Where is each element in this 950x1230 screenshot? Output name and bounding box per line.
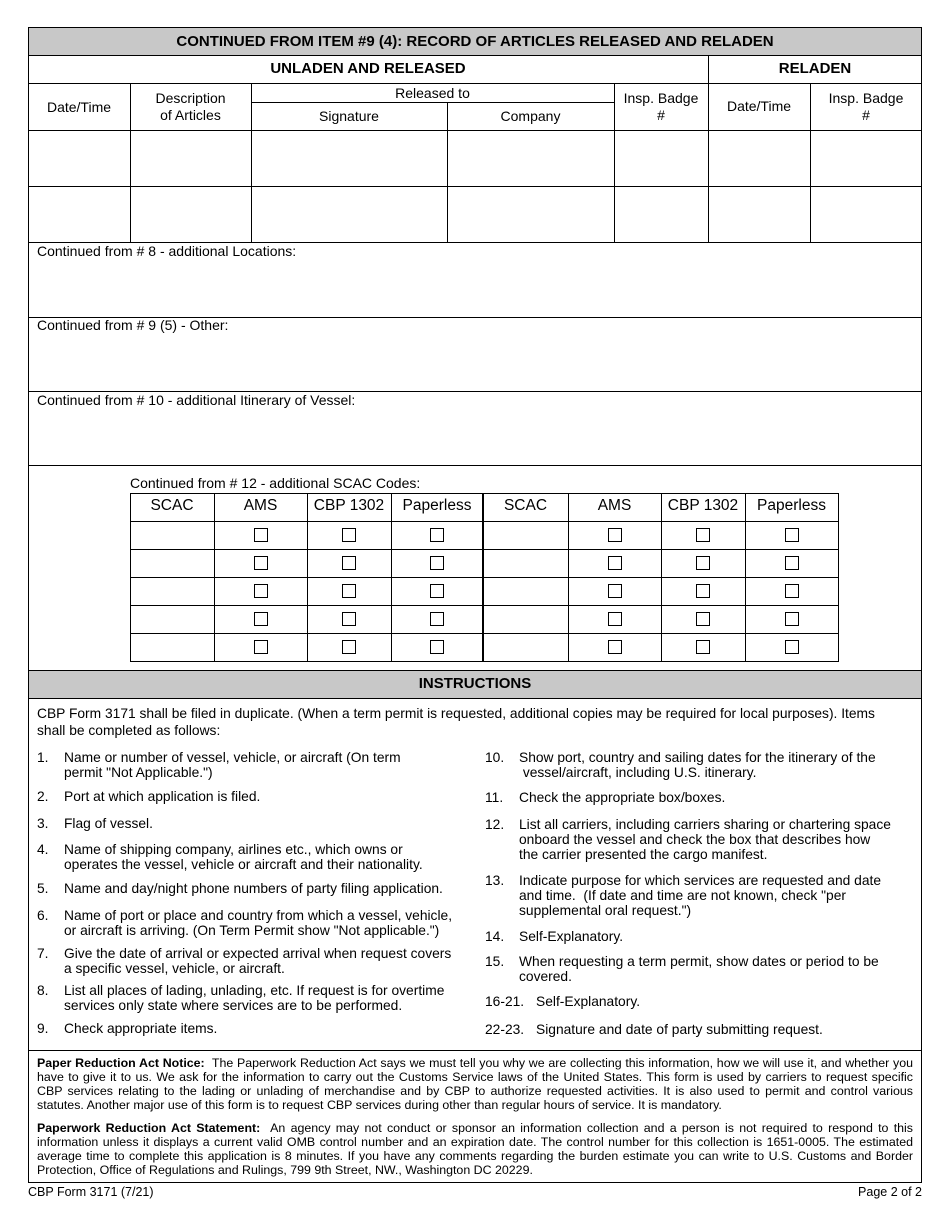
- instruction-text-line: Flag of vessel.: [64, 816, 153, 831]
- paperless-checkbox[interactable]: [430, 640, 444, 654]
- instruction-number: 10.: [485, 750, 505, 765]
- scac-col-header: Paperless: [402, 497, 472, 514]
- article-row-2[interactable]: [29, 187, 921, 242]
- col-reladen-datetime: Date/Time: [726, 98, 792, 114]
- col-company: Company: [500, 108, 561, 124]
- ams-checkbox[interactable]: [254, 584, 268, 598]
- ams-checkbox[interactable]: [608, 584, 622, 598]
- instruction-number: 12.: [485, 817, 505, 832]
- col-description-line1: Description: [155, 90, 226, 106]
- col-reladen-badge-line2: #: [862, 107, 870, 123]
- ams-checkbox[interactable]: [608, 556, 622, 570]
- ams-checkbox[interactable]: [254, 556, 268, 570]
- continued-scac-label: Continued from # 12 - additional SCAC Codes:: [130, 475, 421, 491]
- instruction-text-line: Indicate purpose for which services are requested and date: [519, 873, 881, 888]
- instruction-item: [485, 750, 905, 780]
- scac-code-field[interactable]: [484, 634, 568, 661]
- pras-title: Paperwork Reduction Act Statement:: [37, 1121, 261, 1135]
- prn-text: The Paperwork Reduction Act says we must tell you why we are collecting this information, how we will use it, and whether you have to give it to us. We ask for the information to carry out the Customs Service laws of the United States. This form is used by carriers to request specific CBP services relating to the lading or unlading of merchandise and by CBP to authorize requested activities. It is also used to permit and control various statutes. Another major use of this form is to request CBP services during other than regular hours of service. It is mandatory.: [37, 1056, 913, 1112]
- instruction-item: [485, 790, 905, 805]
- instruction-number: 13.: [485, 873, 505, 888]
- instruction-item: [37, 881, 457, 896]
- pras-text: An agency may not conduct or sponsor an information collection and a person is not required to respond to this information unless it displays a current valid OMB control number and an expiration date. The control number for this collection is 1651-0005. The estimated average time to complete this application is 8 minutes. If you have any comments regarding the burden estimate you can write to U.S. Customs and Border Protection, Office of Regulations and Rulings, 799 9th Street, NW., Washington DC 20229.: [37, 1121, 914, 1177]
- cbp1302-checkbox[interactable]: [696, 556, 710, 570]
- instruction-text-line: Name of shipping company, airlines etc., which owns or: [64, 842, 403, 857]
- cbp1302-checkbox[interactable]: [696, 612, 710, 626]
- scac-col-header: Paperless: [757, 497, 826, 514]
- paperless-checkbox[interactable]: [430, 556, 444, 570]
- instruction-number: 3.: [37, 816, 49, 831]
- instruction-number: 9.: [37, 1021, 49, 1036]
- instruction-text-line: supplemental oral request."): [519, 903, 692, 918]
- instruction-number: 2.: [37, 789, 49, 804]
- instruction-item: [37, 750, 457, 780]
- cbp1302-checkbox[interactable]: [342, 528, 356, 542]
- scac-code-field[interactable]: [131, 550, 214, 577]
- instruction-text-line: the carrier presented the cargo manifest.: [519, 847, 768, 862]
- instruction-text-line: services only state where services are to be performed.: [64, 998, 403, 1013]
- cbp1302-checkbox[interactable]: [342, 556, 356, 570]
- instruction-text-line: Self-Explanatory.: [519, 929, 624, 944]
- instruction-number: 11.: [485, 790, 504, 805]
- instruction-text-line: Give the date of arrival or expected arrival when request covers: [64, 946, 452, 961]
- instruction-text-line: or aircraft is arriving. (On Term Permit show "Not applicable."): [64, 923, 440, 938]
- ams-checkbox[interactable]: [254, 640, 268, 654]
- continued-locations-label: Continued from # 8 - additional Locations:: [37, 243, 297, 259]
- instruction-number: 16-21.: [485, 994, 525, 1009]
- article-row-1[interactable]: [29, 131, 921, 186]
- continued-itinerary-field[interactable]: [29, 410, 921, 465]
- paper-reduction-notice: [37, 1056, 913, 1112]
- col-badge-line2: #: [657, 107, 665, 123]
- cbp1302-checkbox[interactable]: [696, 528, 710, 542]
- scac-code-field[interactable]: [131, 578, 214, 605]
- ams-checkbox[interactable]: [254, 612, 268, 626]
- instruction-text-line: Show port, country and sailing dates for the itinerary of the: [519, 750, 876, 765]
- instruction-text-line: Check appropriate items.: [64, 1021, 218, 1036]
- instruction-text-line: List all carriers, including carriers sharing or chartering space: [519, 817, 891, 832]
- instruction-item: [485, 873, 905, 918]
- instruction-text-line: Check the appropriate box/boxes.: [519, 790, 726, 805]
- continued-itinerary-label: Continued from # 10 - additional Itinerary of Vessel:: [37, 392, 356, 408]
- instruction-number: 6.: [37, 908, 49, 923]
- instruction-item: [485, 994, 905, 1009]
- cbp1302-checkbox[interactable]: [342, 584, 356, 598]
- ams-checkbox[interactable]: [608, 640, 622, 654]
- page-number: Page 2 of 2: [858, 1185, 922, 1199]
- scac-code-field[interactable]: [484, 606, 568, 633]
- col-description-line2: of Articles: [160, 107, 221, 123]
- paperless-checkbox[interactable]: [785, 528, 799, 542]
- instruction-text-line: operates the vessel, vehicle or aircraft and their nationality.: [64, 857, 423, 872]
- instruction-item: [37, 842, 457, 872]
- reladen-header: RELADEN: [778, 60, 852, 77]
- instruction-item: [485, 817, 905, 862]
- paperless-checkbox[interactable]: [430, 612, 444, 626]
- instruction-number: 14.: [485, 929, 505, 944]
- instruction-number: 8.: [37, 983, 49, 998]
- scac-col-header: CBP 1302: [313, 497, 385, 514]
- instruction-item: [37, 908, 457, 938]
- instruction-text-line: onboard the vessel and check the box that describes how: [519, 832, 871, 847]
- instruction-item: [485, 1022, 905, 1037]
- prn-title: Paper Reduction Act Notice:: [37, 1056, 205, 1070]
- paperwork-reduction-statement: [37, 1121, 913, 1177]
- scac-col-header: CBP 1302: [667, 497, 739, 514]
- instruction-number: 1.: [37, 750, 49, 765]
- instruction-text-line: vessel/aircraft, including U.S. itinerary.: [519, 765, 757, 780]
- instruction-item: [37, 983, 457, 1013]
- ams-checkbox[interactable]: [608, 612, 622, 626]
- instruction-item: [485, 929, 905, 944]
- instruction-item: [37, 946, 457, 976]
- instruction-number: 15.: [485, 954, 505, 969]
- form-id: CBP Form 3171 (7/21): [28, 1185, 154, 1199]
- paperless-checkbox[interactable]: [430, 528, 444, 542]
- instruction-item: [485, 954, 905, 984]
- cbp1302-checkbox[interactable]: [696, 640, 710, 654]
- instruction-text-line: a specific vessel, vehicle, or aircraft.: [64, 961, 285, 976]
- scac-col-header: AMS: [243, 497, 278, 514]
- instruction-text-line: Signature and date of party submitting request.: [536, 1022, 823, 1037]
- form-section-title: CONTINUED FROM ITEM #9 (4): RECORD OF ARTICLES RELEASED AND RELADEN: [176, 33, 774, 50]
- instruction-number: 5.: [37, 881, 49, 896]
- instruction-item: [37, 1021, 457, 1036]
- instructions-intro: CBP Form 3171 shall be filed in duplicate. (When a term permit is requested, additional copies may be required for local purposes). Items shall be completed as follows:: [37, 706, 875, 738]
- scac-code-field[interactable]: [131, 606, 214, 633]
- col-datetime: Date/Time: [46, 99, 112, 115]
- paperless-checkbox[interactable]: [785, 556, 799, 570]
- scac-col-header: AMS: [597, 497, 632, 514]
- instruction-text-line: List all places of lading, unlading, etc. If request is for overtime: [64, 983, 445, 998]
- continued-other-label: Continued from # 9 (5) - Other:: [37, 317, 229, 333]
- scac-code-field[interactable]: [131, 522, 214, 549]
- scac-code-field[interactable]: [131, 634, 214, 661]
- col-signature: Signature: [319, 108, 379, 124]
- scac-code-field[interactable]: [484, 522, 568, 549]
- instruction-text-line: Name or number of vessel, vehicle, or aircraft (On term: [64, 750, 401, 765]
- cbp1302-checkbox[interactable]: [342, 640, 356, 654]
- instruction-text-line: covered.: [519, 969, 572, 984]
- continued-locations-field[interactable]: [29, 261, 921, 316]
- instruction-text-line: permit "Not Applicable."): [64, 765, 213, 780]
- instruction-text-line: Port at which application is filed.: [64, 789, 261, 804]
- instruction-text-line: Name of port or place and country from which a vessel, vehicle,: [64, 908, 453, 923]
- instruction-text-line: and time. (If date and time are not known, check "per: [519, 888, 846, 903]
- instruction-text-line: When requesting a term permit, show dates or period to be: [519, 954, 879, 969]
- instruction-item: [37, 816, 457, 831]
- instruction-number: 7.: [37, 946, 49, 961]
- scac-col-header: SCAC: [503, 497, 548, 514]
- scac-col-header: SCAC: [150, 497, 194, 514]
- instruction-item: [37, 789, 457, 804]
- scac-code-field[interactable]: [484, 578, 568, 605]
- cbp1302-checkbox[interactable]: [342, 612, 356, 626]
- instruction-number: 22-23.: [485, 1022, 525, 1037]
- paperless-checkbox[interactable]: [785, 612, 799, 626]
- paperless-checkbox[interactable]: [785, 584, 799, 598]
- col-released-to: Released to: [395, 85, 470, 101]
- cbp1302-checkbox[interactable]: [696, 584, 710, 598]
- paperless-checkbox[interactable]: [785, 640, 799, 654]
- continued-other-field[interactable]: [29, 335, 921, 390]
- ams-checkbox[interactable]: [608, 528, 622, 542]
- instruction-number: 4.: [37, 842, 49, 857]
- instruction-text-line: Name and day/night phone numbers of party filing application.: [64, 881, 443, 896]
- ams-checkbox[interactable]: [254, 528, 268, 542]
- instruction-text-line: Self-Explanatory.: [536, 994, 641, 1009]
- paperless-checkbox[interactable]: [430, 584, 444, 598]
- unladen-released-header: UNLADEN AND RELEASED: [270, 60, 466, 77]
- col-badge-line1: Insp. Badge: [623, 90, 699, 106]
- col-reladen-badge-line1: Insp. Badge: [828, 90, 904, 106]
- instructions-title: INSTRUCTIONS: [418, 675, 532, 692]
- scac-code-field[interactable]: [484, 550, 568, 577]
